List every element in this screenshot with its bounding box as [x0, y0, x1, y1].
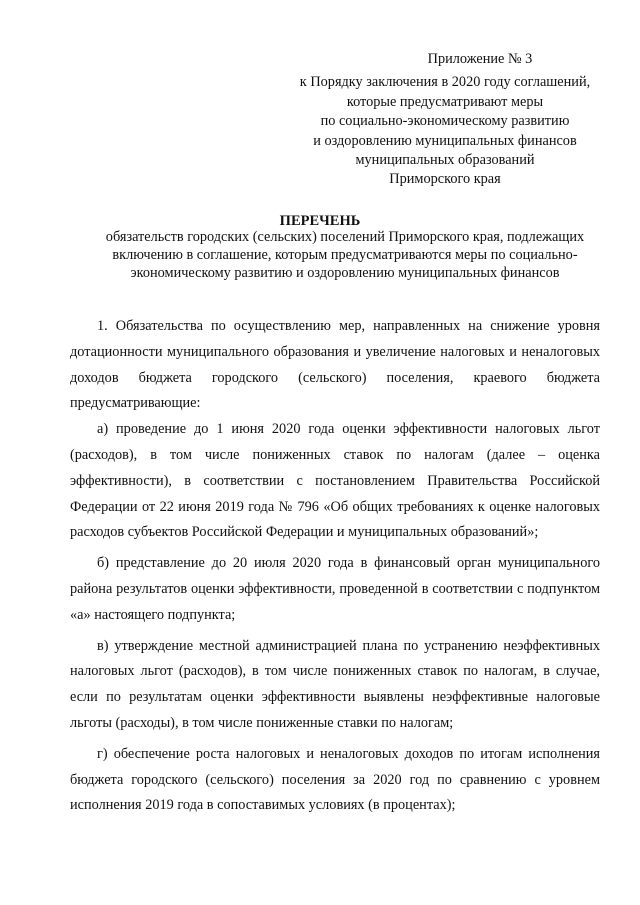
- document-body: [70, 314, 600, 819]
- paragraph-b: б) представление до 20 июля 2020 года в финансовый орган муниципального района результатов оценки эффективности, проведенной в соответствии с подпунктом «а» настоящего подпункта;: [70, 555, 600, 623]
- document-title: ПЕРЕЧЕНЬ: [279, 213, 361, 229]
- subtitle-line: экономическому развитию и оздоровлению муниципальных финансов: [130, 265, 560, 281]
- appendix-line: и оздоровлению муниципальных финансов: [313, 132, 577, 149]
- subtitle-line: включению в соглашение, которым предусматриваются меры по социально-: [112, 247, 578, 263]
- paragraph-1: 1. Обязательства по осуществлению мер, направленных на снижение уровня дотационности муниципального образования и увеличение налоговых и неналоговых доходов бюджета городского (сельского) поселения, краевого бюджета предусматривающие:: [70, 318, 600, 412]
- subtitle-line: обязательств городских (сельских) поселений Приморского края, подлежащих: [105, 229, 585, 245]
- appendix-line: к Порядку заключения в 2020 году соглашений,: [299, 74, 591, 91]
- appendix-header: [280, 50, 610, 190]
- appendix-line: которые предусматривают меры: [346, 93, 544, 110]
- appendix-label: Приложение № 3: [427, 51, 533, 67]
- appendix-line: Приморского края: [389, 171, 501, 188]
- document-subtitle: [80, 228, 610, 282]
- appendix-line: по социально-экономическому развитию: [320, 113, 570, 130]
- appendix-line: муниципальных образований: [355, 152, 535, 169]
- paragraph-a: а) проведение до 1 июня 2020 года оценки эффективности налоговых льгот (расходов), в том числе пониженных ставок по налогам (далее – оценка эффективности), в соответствии с постановлением Правительства Российской Федерации от 22 июня 2019 года № 796 «Об общих требованиях к оценке налоговых расходов субъектов Российской Федерации и муниципальных образований»;: [70, 421, 600, 541]
- paragraph-g: г) обеспечение роста налоговых и неналоговых доходов по итогам исполнения бюджета городского (сельского) поселения за 2020 год по сравнению с уровнем исполнения 2019 года в сопоставимых условиях (в процентах);: [70, 745, 600, 814]
- paragraph-v: в) утверждение местной администрацией плана по устранению неэффективных налоговых льгот (расходов), в том числе пониженных ставок по налогам, в случае, если по результатам оценки эффективности выявлены неэффективные налоговые льготы (расходы), в том числе пониженные ставки по налогам;: [70, 637, 600, 731]
